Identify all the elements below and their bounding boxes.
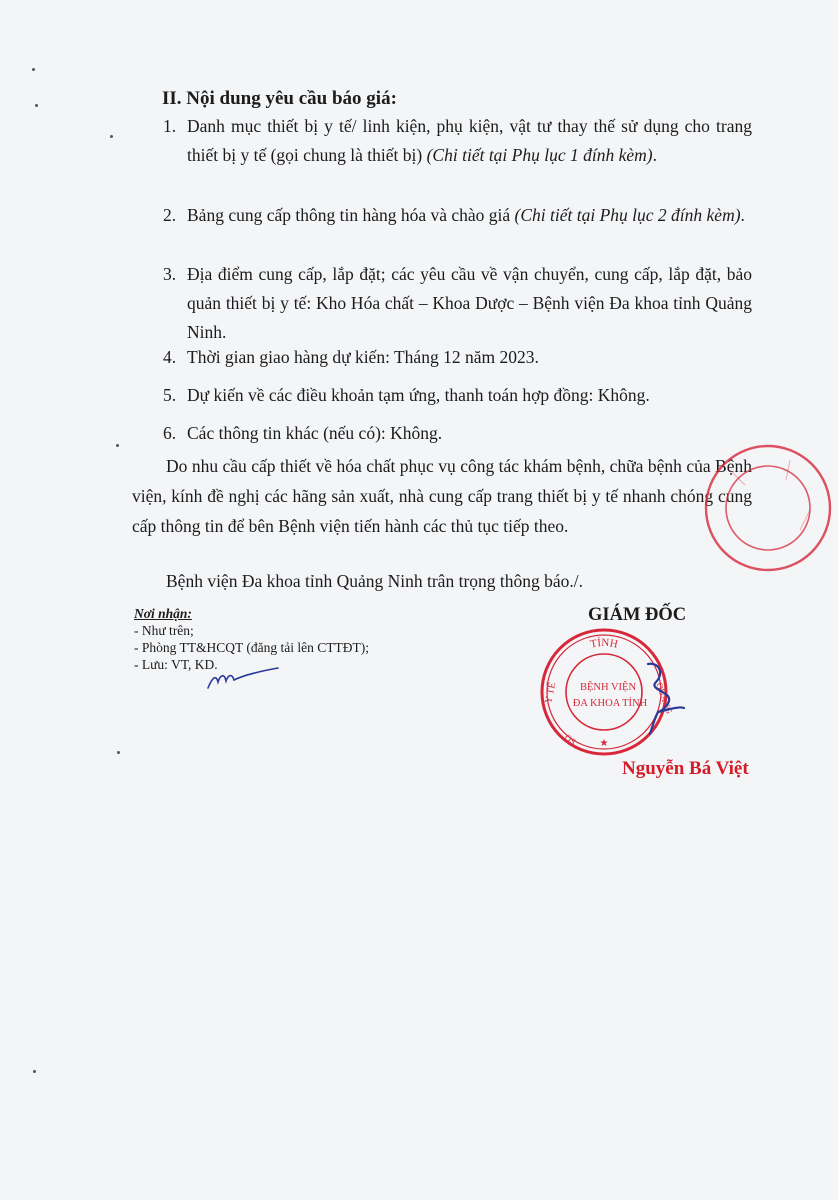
section-title: II. Nội dung yêu cầu báo giá: bbox=[162, 88, 397, 109]
seal-top-text: TỈNH bbox=[589, 636, 619, 651]
scan-mark bbox=[33, 1070, 36, 1073]
item-text: Các thông tin khác (nếu có): Không. bbox=[187, 423, 443, 443]
item-number: 4. bbox=[163, 347, 177, 367]
item-text: Địa điểm cung cấp, lắp đặt; các yêu cầu về vận chuyển, cung cấp, lắp đặt, bảo quản thiết bị y tế: Kho Hóa chất – Khoa Dược – Bệnh viện Đa khoa tỉnh Quảng Ninh. bbox=[187, 264, 752, 342]
recipient-line: - Như trên; bbox=[134, 623, 194, 638]
scan-mark bbox=[110, 135, 113, 138]
recipients-block bbox=[134, 605, 369, 673]
initials-signature bbox=[206, 666, 286, 692]
partial-seal-stamp bbox=[700, 440, 838, 575]
seal-right-text: QUẢNG bbox=[654, 681, 675, 716]
item-text: Bảng cung cấp thông tin hàng hóa và chào giá (Chi tiết tại Phụ lục 2 đính kèm). bbox=[187, 205, 745, 225]
seal-left-text: Y TẾ bbox=[543, 681, 559, 705]
recipients-header: Nơi nhận: bbox=[134, 606, 192, 621]
director-signature bbox=[634, 660, 694, 738]
seal-inner-line-2: ĐA KHOA TỈNH bbox=[572, 698, 648, 709]
scan-mark bbox=[32, 68, 35, 71]
request-paragraph: Do nhu cầu cấp thiết về hóa chất phục vụ công tác khám bệnh, chữa bệnh của Bệnh viện, kính đề nghị các hãng sản xuất, nhà cung cấp trang thiết bị y tế nhanh chóng cung cấp thông tin để bên Bệnh viện tiến hành các thủ tục tiếp theo. bbox=[132, 456, 752, 536]
seal-star-icon: ★ bbox=[599, 738, 609, 749]
item-text: Dự kiến về các điều khoản tạm ứng, thanh toán hợp đồng: Không. bbox=[187, 385, 650, 405]
director-name: Nguyễn Bá Việt bbox=[622, 758, 749, 779]
scan-mark bbox=[35, 104, 38, 107]
seal-bottom-text: QS bbox=[562, 731, 578, 747]
item-number: 6. bbox=[163, 423, 177, 443]
item-number: 1. bbox=[163, 116, 177, 136]
recipient-line: - Phòng TT&HCQT (đăng tải lên CTTĐT); bbox=[134, 640, 369, 655]
svg-text:TỈNH bbox=[589, 637, 619, 651]
item-text: Danh mục thiết bị y tế/ linh kiện, phụ kiện, vật tư thay thế sử dụng cho trang thiết bị y tế (gọi chung là thiết bị) (Chi tiết tại Phụ lục 1 đính kèm). bbox=[187, 116, 752, 165]
item-number: 2. bbox=[163, 205, 177, 225]
item-number: 5. bbox=[163, 385, 177, 405]
closing-paragraph: Bệnh viện Đa khoa tỉnh Quảng Ninh trân trọng thông báo./. bbox=[166, 571, 584, 591]
scan-mark bbox=[116, 444, 119, 447]
item-text: Thời gian giao hàng dự kiến: Tháng 12 năm 2023. bbox=[187, 347, 539, 367]
director-title: GIÁM ĐỐC bbox=[588, 605, 687, 625]
scan-mark bbox=[117, 751, 120, 754]
item-number: 3. bbox=[163, 264, 177, 284]
recipient-line: - Lưu: VT, KD. bbox=[134, 657, 218, 672]
seal-inner-line-1: BỆNH VIỆN bbox=[579, 682, 637, 693]
